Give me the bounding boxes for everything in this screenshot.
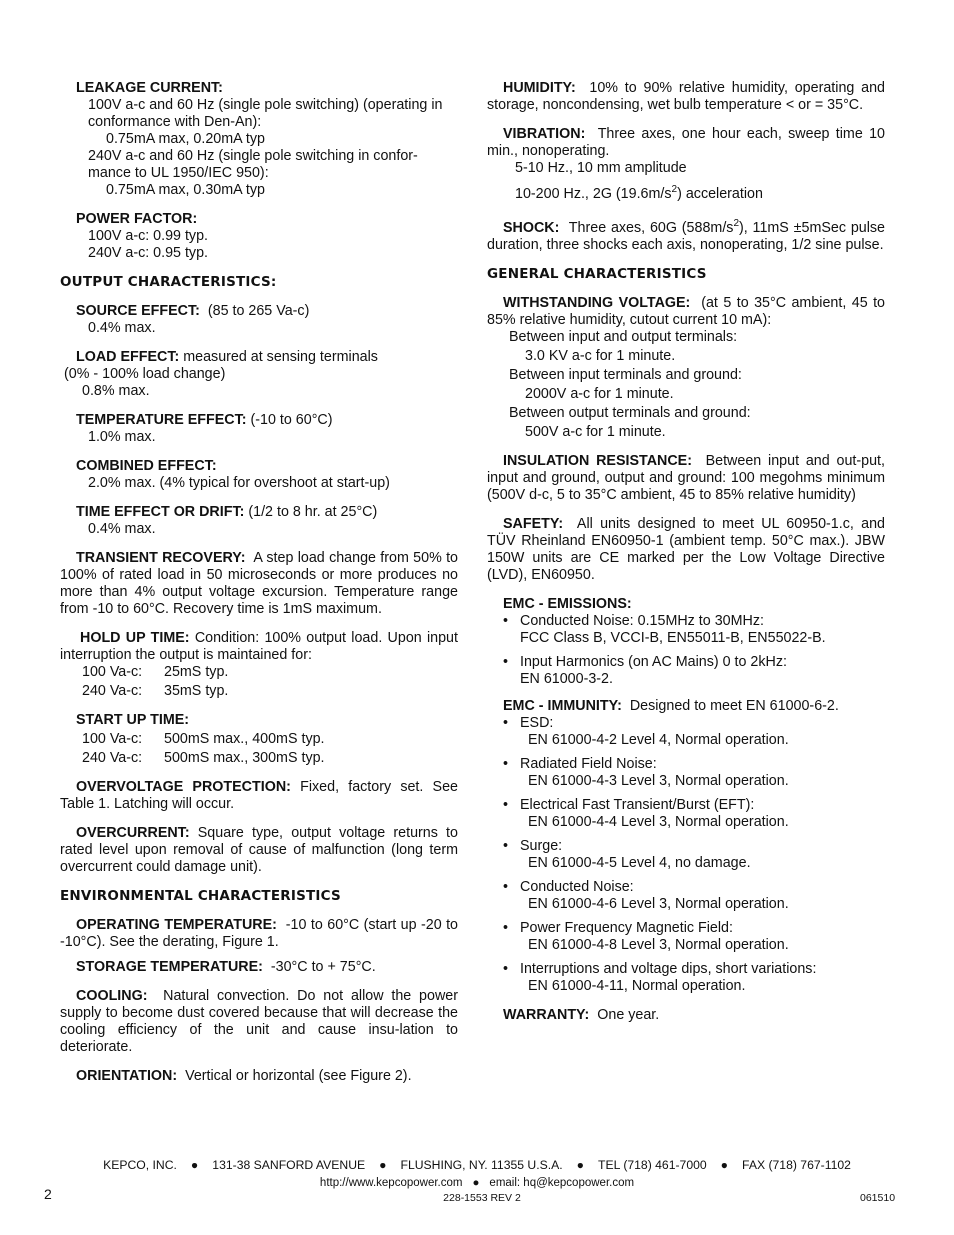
emc-immunity-title: EMC - IMMUNITY: bbox=[503, 697, 622, 714]
hold-up-time-text: Condition: 100% output load. Upon input interruption the output is maintained for: bbox=[60, 630, 458, 663]
transient-recovery-text: A step load change from 50% to 100% of rated load in 50 microseconds or more produces no more than 4% output voltage excursion. Temperature range from -10 to 60°C. Recovery time is 1mS maximum. bbox=[60, 550, 459, 617]
operating-temperature-title: OPERATING TEMPERATURE: bbox=[76, 917, 277, 933]
list-item: • ESD: EN 61000-4-2 Level 4, Normal operation. bbox=[503, 715, 885, 749]
safety-section bbox=[487, 516, 885, 584]
bullet-icon: ● bbox=[472, 1177, 480, 1189]
load-effect-title: LOAD EFFECT: bbox=[76, 349, 180, 365]
source-effect-value: 0.4% max. bbox=[88, 320, 156, 336]
temperature-effect-section bbox=[60, 412, 458, 446]
right-column bbox=[487, 80, 885, 1036]
overcurrent-section bbox=[60, 825, 458, 876]
warranty-title: WARRANTY: bbox=[503, 1006, 590, 1023]
footer-web-link[interactable]: http://www.kepcopower.com bbox=[319, 1177, 463, 1189]
source-effect-title: SOURCE EFFECT: bbox=[76, 303, 200, 319]
leakage-line-2: 240V a-c and 60 Hz (single pole switching in confor-mance to UL 1950/IEC 950): bbox=[88, 148, 418, 181]
footer-tel: TEL (718) 461-7000 bbox=[598, 1158, 707, 1172]
safety-title: SAFETY: bbox=[503, 515, 564, 532]
overcurrent-title: OVERCURRENT: bbox=[76, 825, 190, 841]
emc-immunity-section bbox=[487, 698, 885, 995]
footer-city: FLUSHING, NY. 11355 U.S.A. bbox=[400, 1158, 563, 1172]
list-item: • Interruptions and voltage dips, short variations: EN 61000-4-11, Normal operation. bbox=[503, 961, 885, 995]
emc-emissions-list bbox=[487, 613, 885, 688]
withstanding-value-1: 3.0 KV a-c for 1 minute. bbox=[525, 347, 676, 364]
environmental-characteristics-heading: ENVIRONMENTAL CHARACTERISTICS bbox=[60, 888, 341, 904]
time-effect-section bbox=[60, 504, 458, 538]
hold-up-row-240: 240 Va-c: 35mS typ. bbox=[82, 683, 229, 699]
orientation-text: Vertical or horizontal (see Figure 2). bbox=[185, 1068, 412, 1084]
output-characteristics-heading: OUTPUT CHARACTERISTICS: bbox=[60, 274, 277, 290]
footer-company: KEPCO, INC. bbox=[103, 1158, 177, 1172]
load-effect-value: 0.8% max. bbox=[82, 383, 150, 399]
left-column bbox=[60, 80, 458, 1097]
combined-effect-section bbox=[60, 458, 458, 492]
temperature-effect-title: TEMPERATURE EFFECT: bbox=[76, 412, 247, 428]
insulation-resistance-text: Between input and out-put, input and ground, output and ground: 100 megohms minimum (500V d-c, 5 to 35°C ambient, 45 to 85% relative humidity) bbox=[487, 452, 885, 503]
hold-up-time-title: HOLD UP TIME: bbox=[80, 630, 190, 646]
list-item: • Conducted Noise: 0.15MHz to 30MHz: FCC Class B, VCCI-B, EN55011-B, EN55022-B. bbox=[503, 613, 885, 647]
time-effect-text: (1/2 to 8 hr. at 25°C) bbox=[248, 504, 378, 520]
humidity-section bbox=[487, 80, 885, 114]
general-characteristics-heading: GENERAL CHARACTERISTICS bbox=[487, 265, 707, 282]
storage-temperature-title: STORAGE TEMPERATURE: bbox=[76, 959, 263, 975]
bullet-icon: ● bbox=[379, 1158, 387, 1172]
footer-fax: FAX (718) 767-1102 bbox=[742, 1158, 851, 1172]
overvoltage-protection-section bbox=[60, 779, 458, 813]
leakage-line-1: 100V a-c and 60 Hz (single pole switching) (operating in conformance with Den-An): bbox=[88, 97, 443, 130]
overvoltage-protection-title: OVERVOLTAGE PROTECTION: bbox=[76, 779, 291, 795]
withstanding-heading-2: Between input terminals and ground: bbox=[509, 366, 742, 383]
shock-title: SHOCK: bbox=[503, 219, 560, 236]
withstanding-heading-1: Between input and output terminals: bbox=[509, 328, 738, 345]
load-effect-text-2: (0% - 100% load change) bbox=[64, 366, 226, 382]
footer-contact-line bbox=[0, 1157, 954, 1174]
list-item: • Conducted Noise: EN 61000-4-6 Level 3, Normal operation. bbox=[503, 879, 885, 913]
vibration-section bbox=[487, 126, 885, 203]
vibration-line-2: 10-200 Hz., 2G $(19.6m/s^2)$ acceleration bbox=[515, 184, 763, 202]
shock-section: SHOCK: Three axes, 60G $(588m/s^2)$, 11mS ±5mSec pulse duration, three shocks each axis, nonoperating, 1/2 sine pulse. bbox=[487, 217, 885, 253]
power-factor-section bbox=[60, 211, 458, 262]
operating-temperature-section bbox=[60, 917, 458, 951]
temperature-effect-value: 1.0% max. bbox=[88, 429, 156, 445]
leakage-current-title: LEAKAGE CURRENT: bbox=[76, 80, 223, 96]
warranty-section bbox=[487, 1007, 885, 1024]
leakage-current-section bbox=[60, 80, 458, 199]
hold-up-row-100: 100 Va-c: 25mS typ. bbox=[82, 664, 229, 680]
cooling-title: COOLING: bbox=[76, 988, 148, 1004]
vibration-line-1: 5-10 Hz., 10 mm amplitude bbox=[515, 160, 687, 176]
list-item: • Radiated Field Noise: EN 61000-4-3 Level 3, Normal operation. bbox=[503, 756, 885, 790]
page-number: 2 bbox=[44, 1186, 52, 1202]
withstanding-voltage-title: WITHSTANDING VOLTAGE: bbox=[503, 294, 691, 311]
storage-temperature-text: -30°C to + 75°C. bbox=[270, 959, 376, 975]
leakage-value-1: 0.75mA max, 0.20mA typ bbox=[106, 131, 265, 147]
time-effect-title: TIME EFFECT OR DRIFT: bbox=[76, 504, 245, 520]
temperature-effect-text: (-10 to 60°C) bbox=[250, 412, 333, 428]
vibration-text: Three axes, one hour each, sweep time 10 min., nonoperating. bbox=[487, 126, 885, 159]
orientation-title: ORIENTATION: bbox=[76, 1068, 178, 1084]
insulation-resistance-title: INSULATION RESISTANCE: bbox=[503, 452, 692, 469]
cooling-text: Natural convection. Do not allow the power supply to become dust covered because that will decrease the cooling efficiency of the unit and cause insu-lation to deteriorate. bbox=[60, 988, 458, 1055]
insulation-resistance-section bbox=[487, 453, 885, 504]
source-effect-section bbox=[60, 303, 458, 337]
overcurrent-text: Square type, output voltage returns to rated level upon removal of cause of malfunction (long term overcurrent could damage unit). bbox=[60, 825, 458, 875]
load-effect-section bbox=[60, 349, 458, 400]
combined-effect-value: 2.0% max. (4% typical for overshoot at start-up) bbox=[88, 475, 390, 491]
transient-recovery-section bbox=[60, 550, 458, 618]
load-effect-text: measured at sensing terminals bbox=[183, 349, 378, 365]
footer-address: 131-38 SANFORD AVENUE bbox=[212, 1158, 366, 1172]
storage-temperature-section bbox=[60, 959, 458, 976]
safety-text: All units designed to meet UL 60950-1.c, and TÜV Rheinland EN60950-1 (ambient temp. 50°C max.). JBW 150W units are CE marked per the Low Voltage Directive (LVD), EN60950. bbox=[487, 515, 885, 583]
overvoltage-protection-text: Fixed, factory set. See Table 1. Latching will occur. bbox=[60, 779, 458, 812]
withstanding-value-2: 2000V a-c for 1 minute. bbox=[525, 385, 674, 402]
list-item: • Input Harmonics (on AC Mains) 0 to 2kHz: EN 61000-3-2. bbox=[503, 654, 885, 688]
footer-email-link[interactable]: email: hq@kepcopower.com bbox=[489, 1177, 635, 1189]
transient-recovery-title: TRANSIENT RECOVERY: bbox=[76, 550, 246, 566]
document-revision: 228-1553 REV 2 bbox=[443, 1192, 521, 1204]
list-item: • Electrical Fast Transient/Burst (EFT): EN 61000-4-4 Level 3, Normal operation. bbox=[503, 797, 885, 831]
withstanding-heading-3: Between output terminals and ground: bbox=[509, 404, 751, 421]
withstanding-value-3: 500V a-c for 1 minute. bbox=[525, 423, 666, 440]
emc-immunity-text: Designed to meet EN 61000-6-2. bbox=[629, 697, 839, 714]
power-factor-100v: 100V a-c: 0.99 typ. bbox=[88, 228, 209, 244]
emc-immunity-list bbox=[487, 715, 885, 995]
humidity-title: HUMIDITY: bbox=[503, 80, 576, 96]
cooling-section bbox=[60, 988, 458, 1056]
hold-up-time-section bbox=[60, 630, 458, 700]
start-up-time-title: START UP TIME: bbox=[76, 712, 190, 728]
emc-emissions-section bbox=[487, 596, 885, 688]
leakage-value-2: 0.75mA max, 0.30mA typ bbox=[106, 182, 265, 198]
power-factor-title: POWER FACTOR: bbox=[76, 211, 198, 227]
source-effect-text: (85 to 265 Va-c) bbox=[207, 303, 310, 319]
list-item: • Power Frequency Magnetic Field: EN 61000-4-8 Level 3, Normal operation. bbox=[503, 920, 885, 954]
bullet-icon: ● bbox=[190, 1158, 199, 1172]
humidity-text: 10% to 90% relative humidity, operating and storage, noncondensing, wet bulb temperature < or = 35°C. bbox=[487, 80, 885, 113]
time-effect-value: 0.4% max. bbox=[88, 521, 156, 537]
start-up-row-100: 100 Va-c: 500mS max., 400mS typ. bbox=[82, 731, 325, 747]
warranty-text: One year. bbox=[597, 1006, 660, 1023]
operating-temperature-text: -10 to 60°C (start up -20 to -10°C). See the derating, Figure 1. bbox=[60, 917, 459, 950]
start-up-row-240: 240 Va-c: 500mS max., 300mS typ. bbox=[82, 750, 325, 766]
power-factor-240v: 240V a-c: 0.95 typ. bbox=[88, 245, 209, 261]
list-item: • Surge: EN 61000-4-5 Level 4, no damage. bbox=[503, 838, 885, 872]
orientation-section bbox=[60, 1068, 458, 1085]
page-footer bbox=[0, 1157, 954, 1192]
vibration-title: VIBRATION: bbox=[503, 126, 586, 142]
bullet-icon: ● bbox=[720, 1158, 729, 1172]
combined-effect-title: COMBINED EFFECT: bbox=[76, 458, 217, 474]
withstanding-voltage-section bbox=[487, 295, 885, 441]
bullet-icon: ● bbox=[576, 1158, 585, 1172]
document-date-code: 061510 bbox=[860, 1192, 896, 1204]
emc-emissions-title: EMC - EMISSIONS: bbox=[503, 595, 632, 612]
start-up-time-section bbox=[60, 712, 458, 767]
withstanding-voltage-text: (at 5 to 35°C ambient, 45 to 85% relative humidity, cutout current 10 mA): bbox=[487, 294, 886, 328]
